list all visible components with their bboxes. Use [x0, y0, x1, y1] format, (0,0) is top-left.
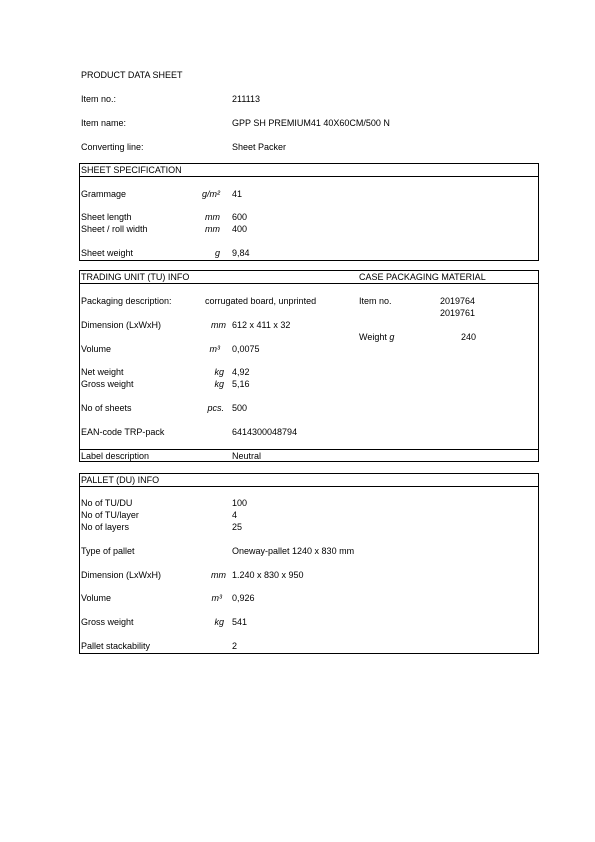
net-weight-value: 4,92 [232, 367, 250, 377]
converting-line-value: Sheet Packer [232, 142, 287, 152]
sheet-weight-label: Sheet weight [81, 248, 134, 258]
pallet-type-value: Oneway-pallet 1240 x 830 mm [232, 546, 355, 556]
pallet-dimension-unit: mm [211, 570, 226, 580]
tu-layer-value: 4 [232, 510, 238, 520]
section-divider [80, 449, 538, 450]
section-divider [80, 176, 538, 177]
case-weight-label: Weight [359, 332, 387, 342]
grammage-label: Grammage [81, 189, 127, 199]
sheet-width-unit: mm [205, 224, 220, 234]
page-title: PRODUCT DATA SHEET [81, 70, 183, 80]
pallet-type-label: Type of pallet [81, 546, 135, 556]
tu-volume-value: 0,0075 [232, 344, 260, 354]
case-item-no-label: Item no. [359, 296, 392, 306]
sheet-length-label: Sheet length [81, 212, 132, 222]
sheet-length-unit: mm [205, 212, 220, 222]
net-weight-label: Net weight [81, 367, 124, 377]
stackability-value: 2 [232, 641, 238, 651]
tu-gross-weight-value: 5,16 [232, 379, 250, 389]
case-packaging-heading: CASE PACKAGING MATERIAL [359, 272, 486, 282]
tu-dimension-unit: mm [211, 320, 226, 330]
tu-layer-label: No of TU/layer [81, 510, 139, 520]
packaging-label: Packaging description: [81, 296, 172, 306]
grammage-unit: g/m² [202, 189, 220, 199]
pallet-volume-value: 0,926 [232, 593, 255, 603]
sheet-length-value: 600 [232, 212, 248, 222]
case-item-no-1: 2019764 [440, 296, 476, 306]
tu-dimension-value: 612 x 411 x 32 [232, 320, 291, 330]
pallet-gross-weight-value: 541 [232, 617, 248, 627]
pallet-gross-weight-unit: kg [214, 617, 224, 627]
section-divider [80, 486, 538, 487]
item-name-label: Item name: [81, 118, 127, 128]
converting-line-label: Converting line: [81, 142, 144, 152]
pallet-volume-unit: m³ [211, 593, 222, 603]
item-no-value: 211113 [232, 94, 261, 104]
net-weight-unit: kg [214, 367, 224, 377]
trading-unit-heading: TRADING UNIT (TU) INFO [81, 272, 190, 282]
sheet-weight-value: 9,84 [232, 248, 250, 258]
sheet-spec-heading: SHEET SPECIFICATION [81, 165, 182, 175]
sheet-width-label: Sheet / roll width [81, 224, 148, 234]
pallet-dimension-label: Dimension (LxWxH) [81, 570, 162, 580]
layers-value: 25 [232, 522, 243, 532]
sheet-weight-unit: g [214, 248, 220, 258]
sheets-label: No of sheets [81, 403, 132, 413]
tu-gross-weight-unit: kg [214, 379, 224, 389]
sheet-specification-section [79, 163, 539, 261]
tu-du-value: 100 [232, 498, 248, 508]
tu-dimension-label: Dimension (LxWxH) [81, 320, 162, 330]
label-description-label: Label description [81, 451, 150, 461]
grammage-value: 41 [232, 189, 243, 199]
layers-label: No of layers [81, 522, 130, 532]
pallet-heading: PALLET (DU) INFO [81, 475, 160, 485]
item-no-label: Item no.: [81, 94, 117, 104]
pallet-gross-weight-label: Gross weight [81, 617, 134, 627]
tu-volume-label: Volume [81, 344, 112, 354]
sheet-width-value: 400 [232, 224, 248, 234]
sheets-value: 500 [232, 403, 248, 413]
section-divider [80, 283, 538, 284]
tu-du-label: No of TU/DU [81, 498, 133, 508]
sheets-unit: pcs. [207, 403, 224, 413]
packaging-value: corrugated board, unprinted [205, 296, 317, 306]
case-weight-value: 240 [461, 332, 477, 342]
case-item-no-2: 2019761 [440, 308, 476, 318]
pallet-section [79, 473, 539, 654]
tu-volume-unit: m³ [209, 344, 220, 354]
case-weight-row [359, 332, 394, 343]
tu-gross-weight-label: Gross weight [81, 379, 134, 389]
ean-value: 6414300048794 [232, 427, 298, 437]
pallet-dimension-value: 1.240 x 830 x 950 [232, 570, 304, 580]
ean-label: EAN-code TRP-pack [81, 427, 165, 437]
label-description-value: Neutral [232, 451, 262, 461]
item-name-value: GPP SH PREMIUM41 40X60CM/500 N [232, 118, 390, 128]
stackability-label: Pallet stackability [81, 641, 151, 651]
case-weight-unit: g [389, 332, 395, 342]
pallet-volume-label: Volume [81, 593, 112, 603]
